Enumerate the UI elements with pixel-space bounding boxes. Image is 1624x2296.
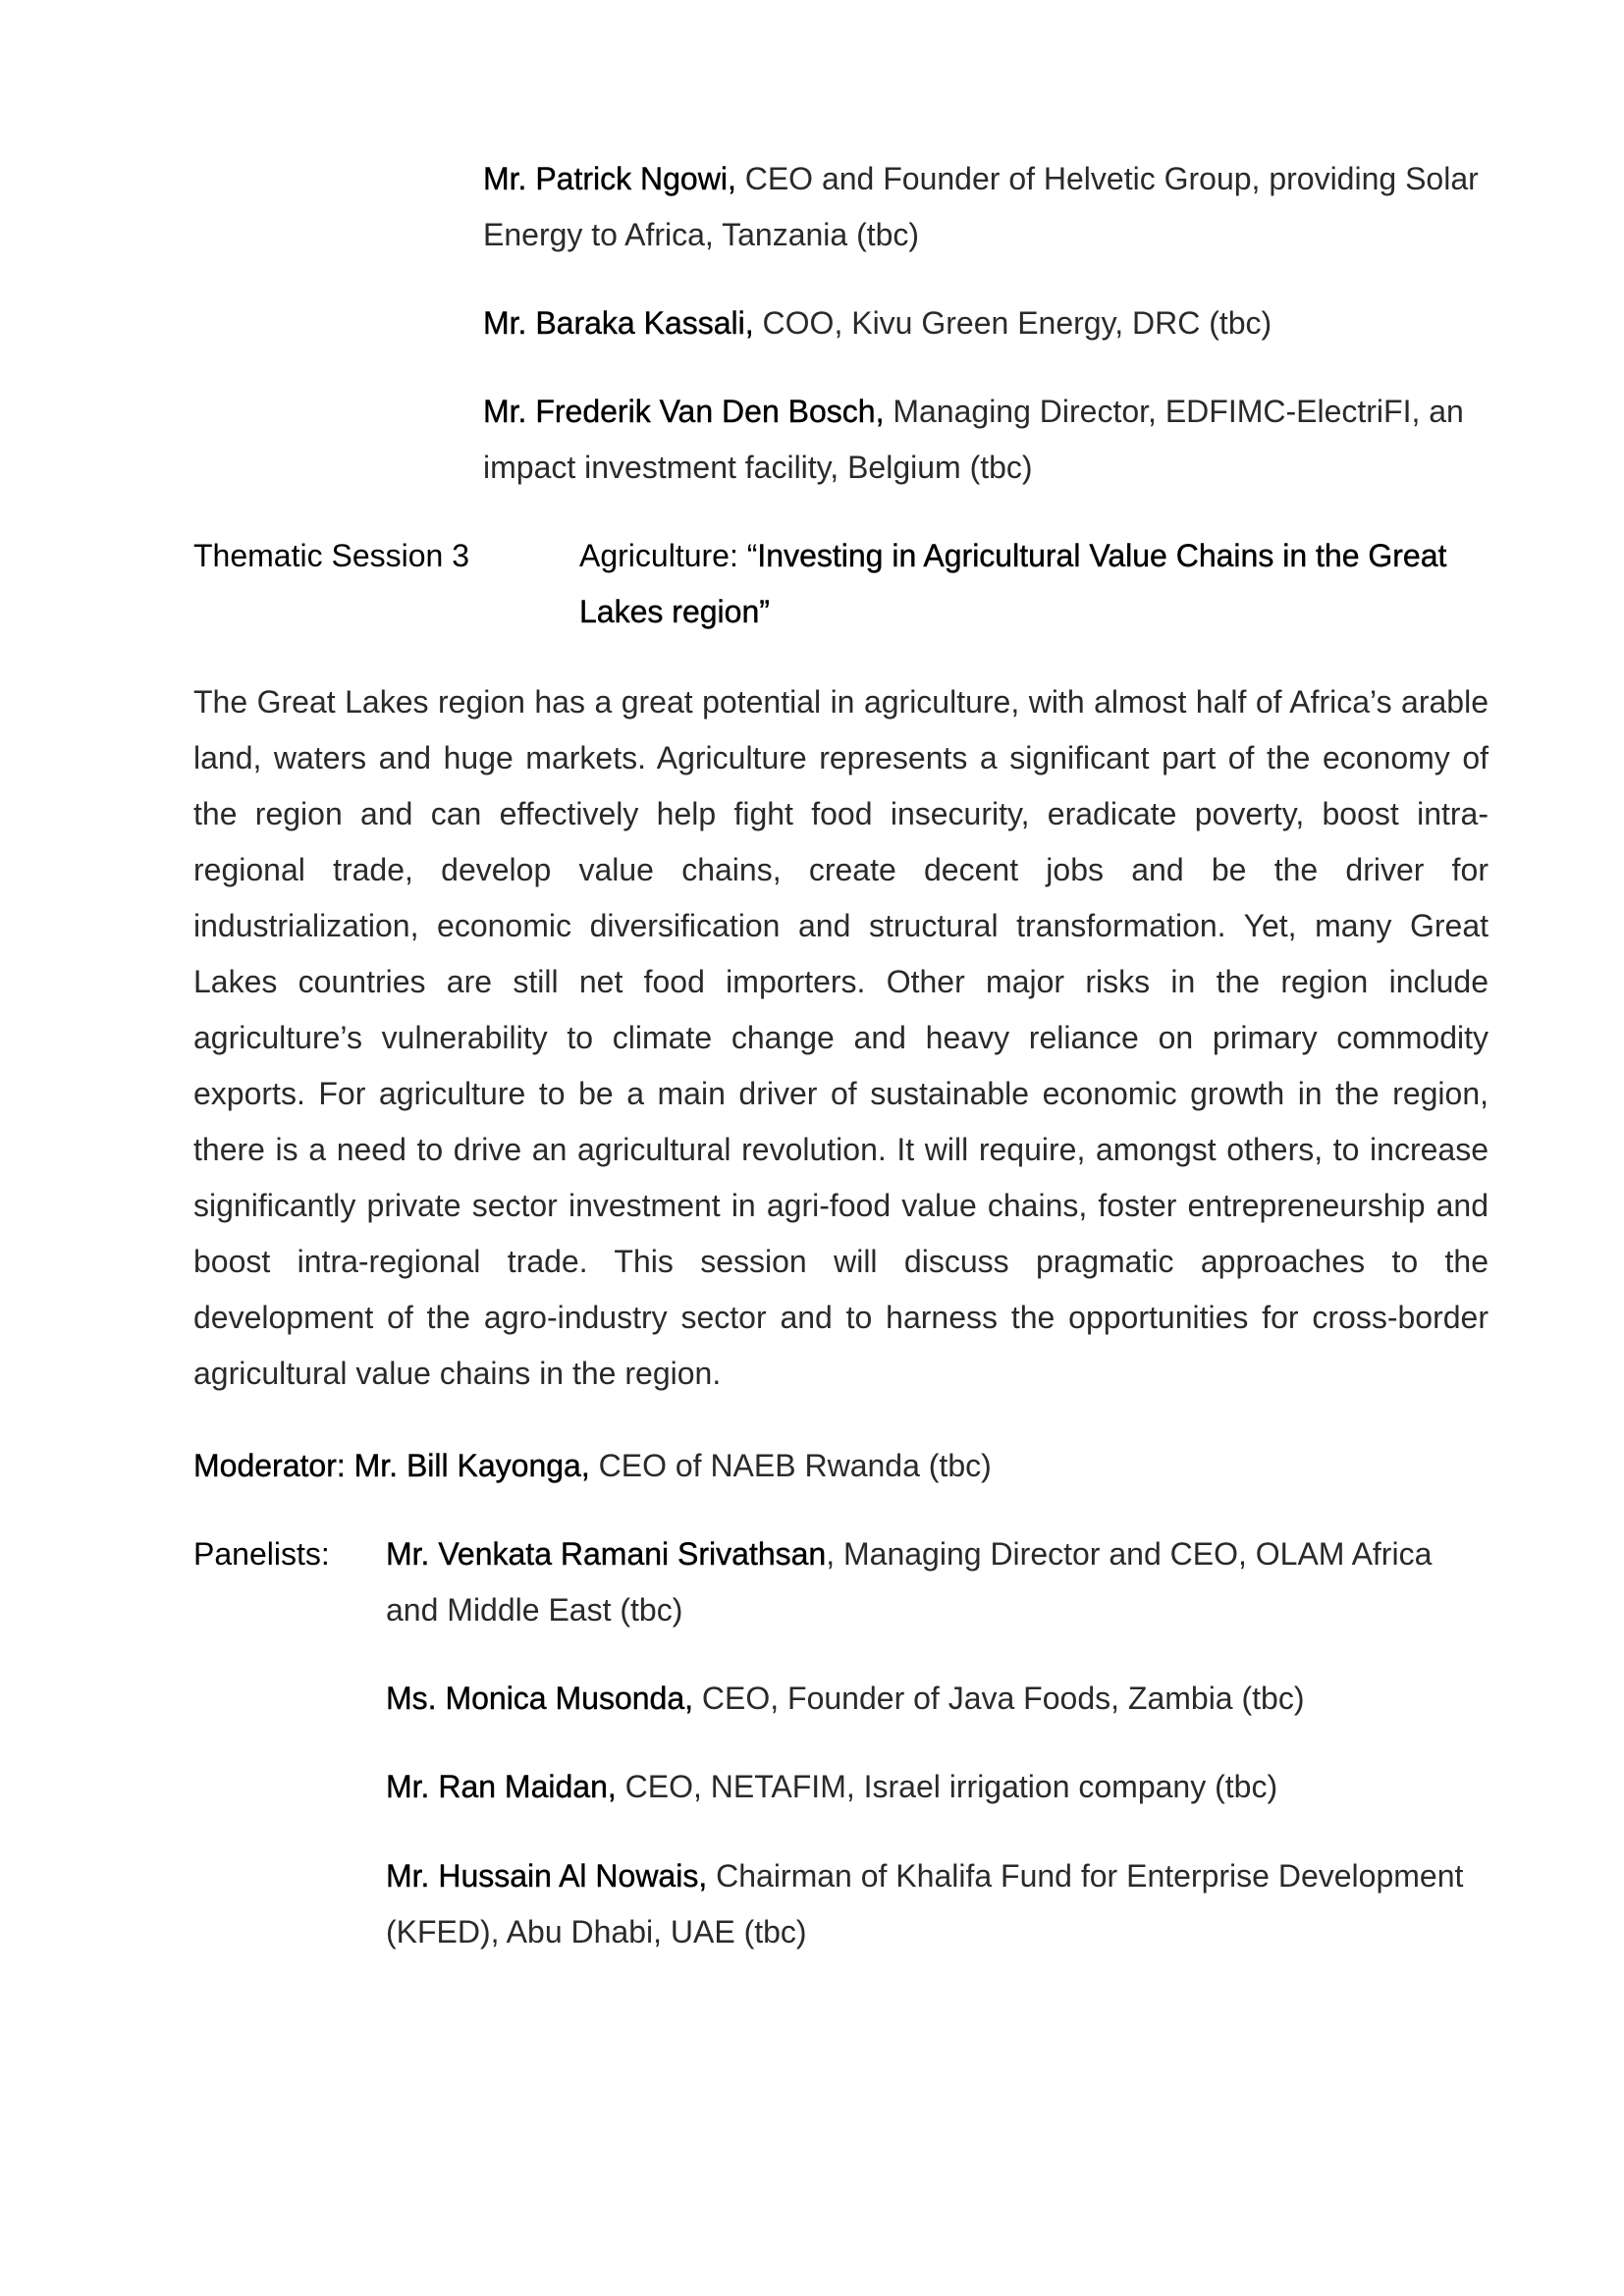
session-title-text: Investing in Agricultural Value Chains in the Great Lakes region” [579, 538, 1447, 629]
moderator-entry [193, 1438, 1489, 1494]
panelist-name: Ms. Monica Musonda, [386, 1681, 694, 1716]
speaker-description: COO, Kivu Green Energy, DRC (tbc) [753, 305, 1272, 341]
panelist-description: , Managing Director and CEO, OLAM Africa and Middle East (tbc) [386, 1536, 1433, 1628]
session-title [579, 528, 1489, 640]
speaker-entry [483, 295, 1489, 351]
speaker-description: CEO and Founder of Helvetic Group, providing Solar Energy to Africa, Tanzania (tbc) [483, 161, 1479, 252]
moderator-name: Moderator: Mr. Bill Kayonga, [193, 1448, 590, 1483]
panelist-description: CEO, Founder of Java Foods, Zambia (tbc) [693, 1681, 1305, 1716]
panelist-name: Mr. Ran Maidan, [386, 1769, 617, 1804]
speaker-description: Managing Director, EDFIMC-ElectriFI, an impact investment facility, Belgium (tbc) [483, 394, 1464, 485]
session-description: The Great Lakes region has a great potential in agriculture, with almost half of Africa’s arable land, waters and huge markets. Agriculture represents a significant part of the economy of the region and can effectively help fight food insecurity, eradicate poverty, boost intra-regional trade, develop value chains, create decent jobs and be the driver for industrialization, economic diversification and structural transformation. Yet, many Great Lakes countries are still net food importers. Other major risks in the region include agriculture’s vulnerability to climate change and heavy reliance on primary commodity exports. For agriculture to be a main driver of sustainable economic growth in the region, there is a need to drive an agricultural revolution. It will require, amongst others, to increase significantly private sector investment in agri-food value chains, foster entrepreneurship and boost intra-regional trade. This session will discuss pragmatic approaches to the development of the agro-industry sector and to harness the opportunities for cross-border agricultural value chains in the region. [193, 684, 1489, 1391]
panelist-entry [386, 1671, 1489, 1727]
moderator-description: CEO of NAEB Rwanda (tbc) [589, 1448, 992, 1483]
speaker-name: Mr. Frederik Van Den Bosch, [483, 394, 885, 429]
panelist-name: Mr. Venkata Ramani Srivathsan [386, 1536, 827, 1572]
panelist-description: CEO, NETAFIM, Israel irrigation company (tbc) [616, 1769, 1278, 1804]
panelist-entry [386, 1848, 1489, 1960]
speaker-name: Mr. Baraka Kassali, [483, 305, 754, 341]
session-separator: : “ [729, 538, 758, 573]
speaker-entry [483, 384, 1489, 496]
panelists-label: Panelists: [193, 1536, 330, 1572]
panelist-entry [386, 1526, 1489, 1638]
session-topic: Agriculture [579, 538, 730, 573]
speaker-entry [483, 151, 1489, 263]
panelist-name: Mr. Hussain Al Nowais, [386, 1858, 708, 1894]
panelist-entry [386, 1759, 1489, 1815]
speaker-name: Mr. Patrick Ngowi, [483, 161, 736, 196]
session-label: Thematic Session 3 [193, 538, 470, 573]
panelist-description: Chairman of Khalifa Fund for Enterprise Development (KFED), Abu Dhabi, UAE (tbc) [386, 1858, 1464, 1949]
